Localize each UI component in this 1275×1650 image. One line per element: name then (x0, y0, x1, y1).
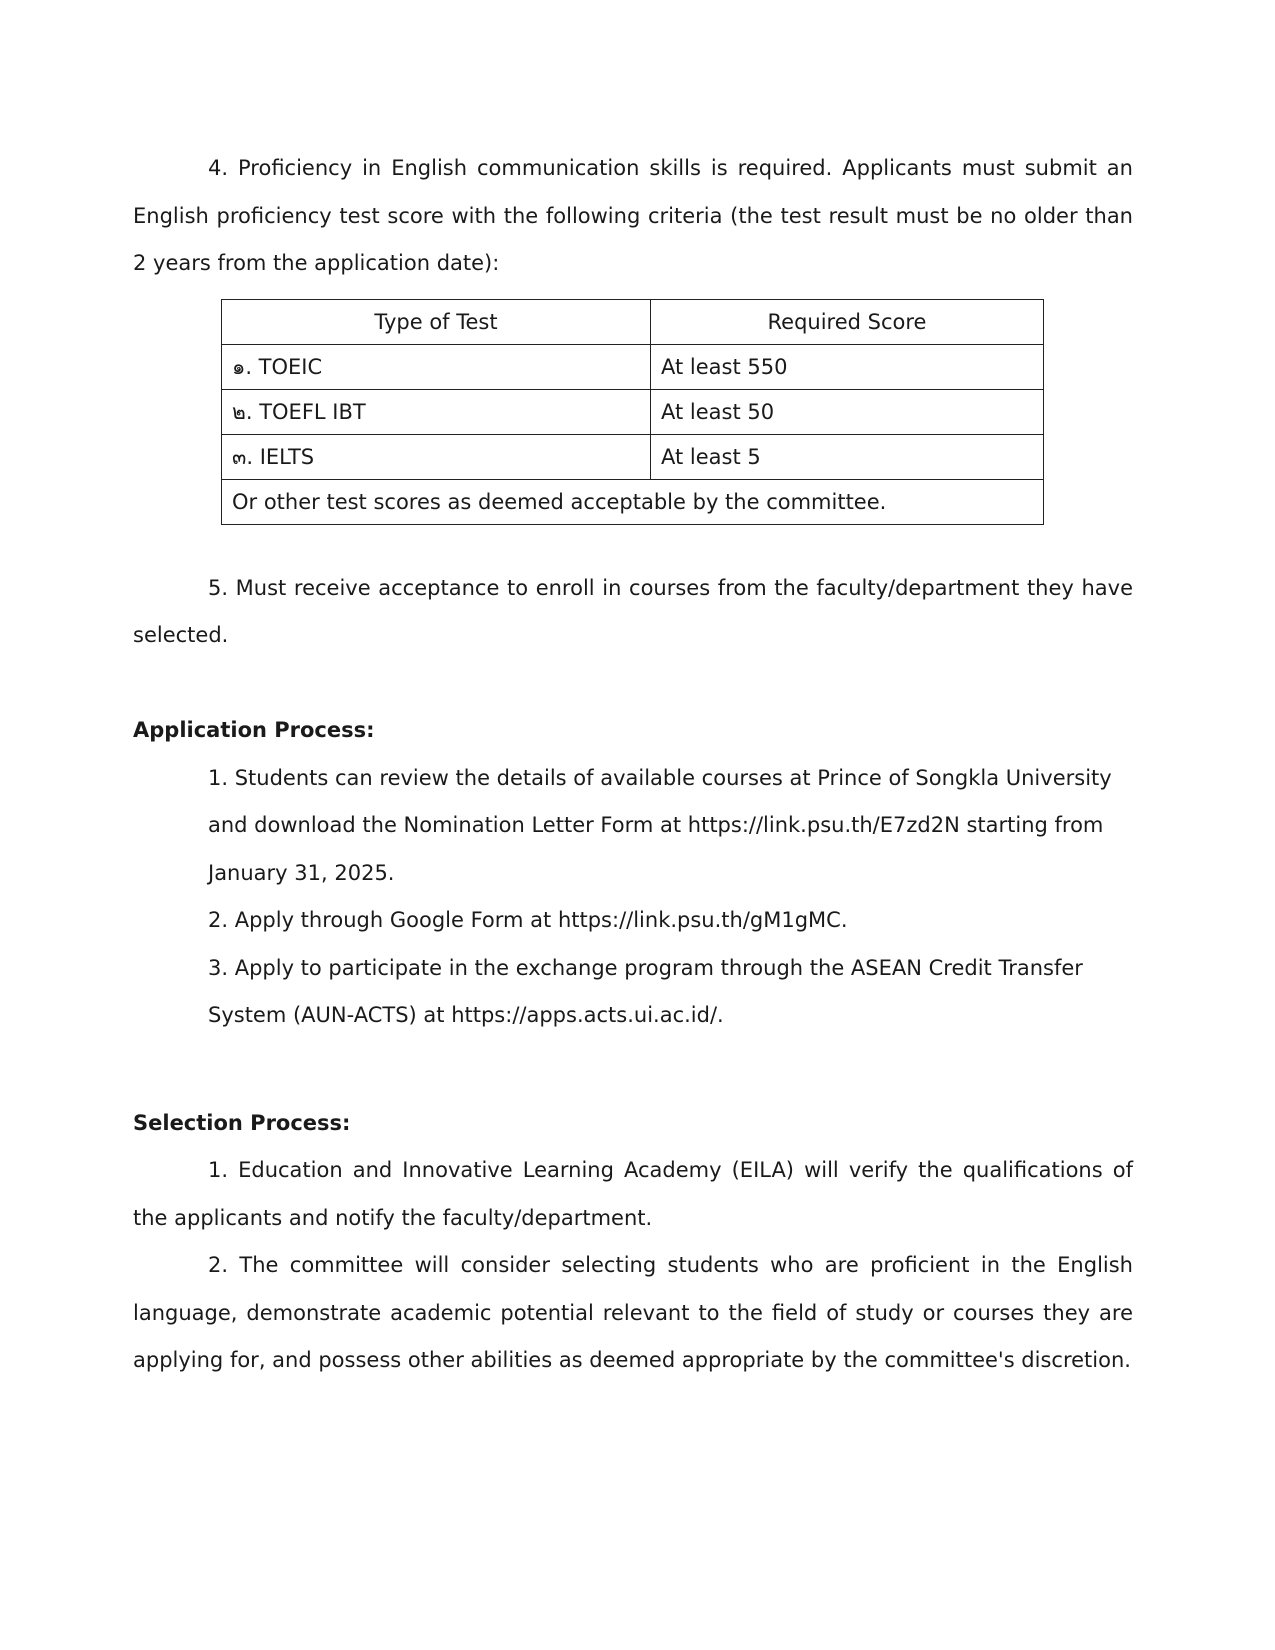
required-score-cell: At least 50 (651, 389, 1044, 434)
table-header-cell: Type of Test (222, 299, 651, 344)
spacer (133, 1040, 1133, 1100)
requirement-5-paragraph: 5. Must receive acceptance to enroll in courses from the faculty/department they have selected. (133, 575, 1133, 647)
test-type-cell: ๒. TOEFL IBT (222, 389, 651, 434)
table-footer-cell: Or other test scores as deemed acceptable by the committee. (222, 479, 1044, 524)
english-score-table (221, 299, 1044, 525)
list-item: 1. Students can review the details of available courses at Prince of Songkla University and download the Nomination Letter Form at https://link.psu.th/E7zd2N starting from January 31, 2025. (208, 765, 1112, 885)
table-row (222, 434, 1044, 479)
spacer (133, 525, 1133, 565)
document-page (133, 145, 1133, 1385)
selection-process-heading: Selection Process: (133, 1110, 351, 1135)
table-row (222, 389, 1044, 434)
list-item: 2. Apply through Google Form at https://link.psu.th/gM1gMC. (208, 908, 848, 932)
table-row (222, 344, 1044, 389)
list-item: 3. Apply to participate in the exchange program through the ASEAN Credit Transfer System (AUN-ACTS) at https://apps.acts.ui.ac.id/. (208, 955, 1083, 1027)
application-process-list (208, 755, 1133, 1040)
list-item: 2. The committee will consider selecting students who are proficient in the English language, demonstrate academic potential relevant to the field of study or courses they are applying for, and possess other abilities as deemed appropriate by the committee's discretion. (133, 1253, 1133, 1372)
required-score-cell: At least 550 (651, 344, 1044, 389)
list-item: 1. Education and Innovative Learning Academy (EILA) will verify the qualifications of the applicants and notify the faculty/department. (133, 1158, 1133, 1230)
test-type-cell: ๑. TOEIC (222, 344, 651, 389)
table-footer-row (222, 479, 1044, 524)
test-type-cell: ๓. IELTS (222, 434, 651, 479)
application-process-heading: Application Process: (133, 718, 375, 742)
spacer (133, 660, 1133, 708)
table-header-row (222, 299, 1044, 344)
table-header-cell: Required Score (651, 299, 1044, 344)
required-score-cell: At least 5 (651, 434, 1044, 479)
requirement-4-paragraph: 4. Proficiency in English communication skills is required. Applicants must submit an English proficiency test score with the following criteria (the test result must be no older than 2 years from the application date): (133, 156, 1133, 275)
